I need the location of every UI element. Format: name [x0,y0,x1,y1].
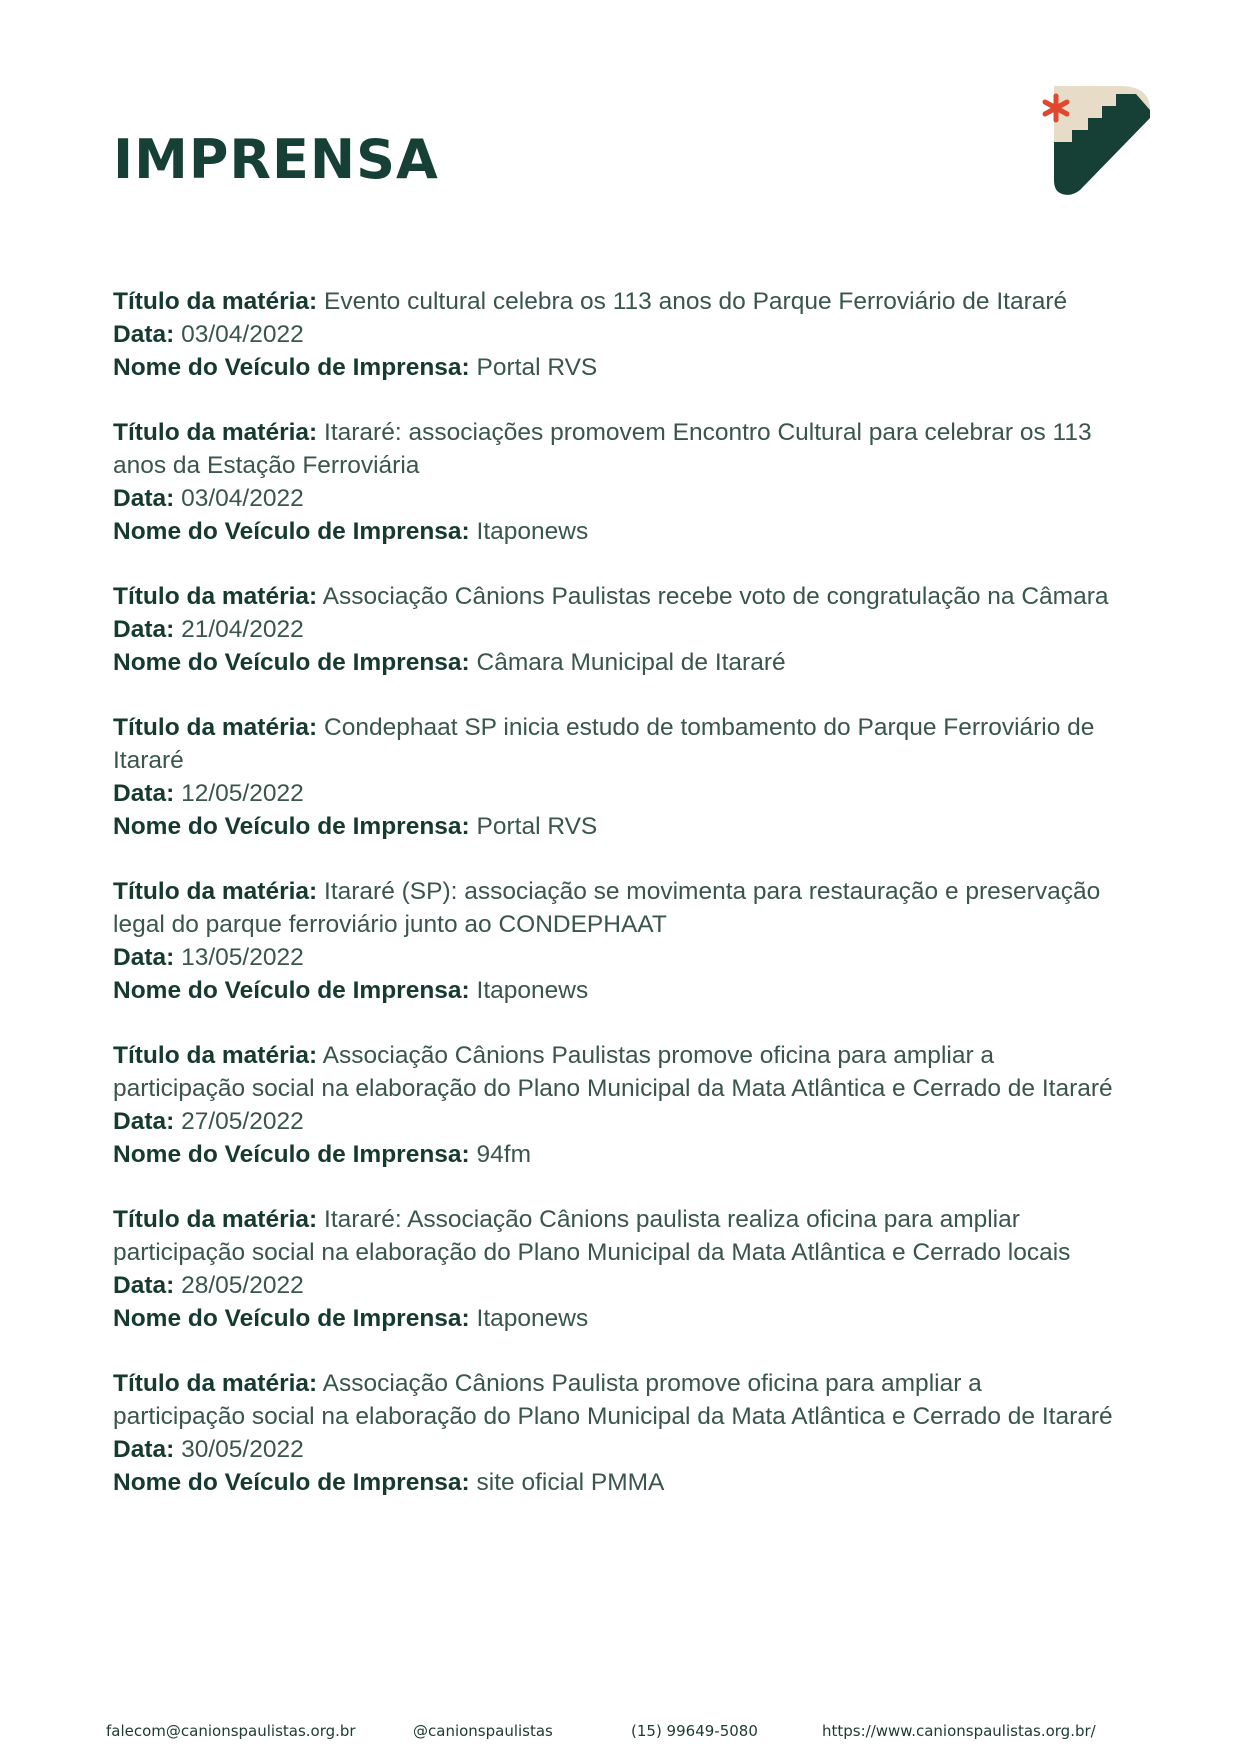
date-label: Data: [113,321,175,348]
outlet-label: Nome do Veículo de Imprensa: [113,354,470,381]
article-date: 27/05/2022 [181,1108,304,1135]
outlet-name: Portal RVS [476,354,598,381]
outlet-label: Nome do Veículo de Imprensa: [113,1141,470,1168]
date-label: Data: [113,616,175,643]
outlet-label: Nome do Veículo de Imprensa: [113,518,470,545]
page-title: IMPRENSA [113,128,439,191]
date-label: Data: [113,944,175,971]
outlet-name: 94fm [476,1141,531,1168]
footer-email[interactable]: falecom@canionspaulistas.org.br [106,1722,356,1740]
press-entry [113,1203,1113,1335]
press-entry [113,416,1113,548]
canions-paulistas-logo-icon [1040,80,1165,200]
press-list [113,285,1113,1531]
article-title: Associação Cânions Paulista promove oficina para ampliar a participação social na elaboração do Plano Municipal da Mata Atlântica e Cerrado de Itararé [113,1370,1113,1430]
article-title: Itararé: associações promovem Encontro Cultural para celebrar os 113 anos da Estação Ferroviária [113,419,1092,479]
article-date: 21/04/2022 [181,616,304,643]
press-entry [113,580,1113,679]
press-entry [113,1367,1113,1499]
article-date: 03/04/2022 [181,321,304,348]
outlet-label: Nome do Veículo de Imprensa: [113,649,470,676]
article-title: Condephaat SP inicia estudo de tombamento do Parque Ferroviário de Itararé [113,714,1095,774]
footer-phone: (15) 99649-5080 [631,1722,758,1740]
outlet-name: Itaponews [476,977,589,1004]
outlet-name: site oficial PMMA [476,1469,665,1496]
article-title: Associação Cânions Paulistas recebe voto de congratulação na Câmara [322,583,1109,610]
footer-social-handle[interactable]: @canionspaulistas [413,1722,553,1740]
title-label: Título da matéria: [113,1206,318,1233]
press-entry [113,711,1113,843]
page-footer [0,1722,1240,1746]
article-date: 12/05/2022 [181,780,304,807]
outlet-name: Itaponews [476,1305,589,1332]
date-label: Data: [113,1272,175,1299]
date-label: Data: [113,780,175,807]
title-label: Título da matéria: [113,714,318,741]
article-title: Evento cultural celebra os 113 anos do Parque Ferroviário de Itararé [324,288,1068,315]
article-date: 28/05/2022 [181,1272,304,1299]
title-label: Título da matéria: [113,583,318,610]
footer-website-link[interactable]: https://www.canionspaulistas.org.br/ [822,1722,1096,1740]
date-label: Data: [113,1436,175,1463]
outlet-label: Nome do Veículo de Imprensa: [113,813,470,840]
outlet-label: Nome do Veículo de Imprensa: [113,1469,470,1496]
press-entry [113,1039,1113,1171]
outlet-label: Nome do Veículo de Imprensa: [113,1305,470,1332]
article-date: 13/05/2022 [181,944,304,971]
outlet-label: Nome do Veículo de Imprensa: [113,977,470,1004]
article-title: Itararé: Associação Cânions paulista realiza oficina para ampliar participação social na elaboração do Plano Municipal da Mata Atlântica e Cerrado locais [113,1206,1071,1266]
outlet-name: Portal RVS [476,813,598,840]
article-date: 30/05/2022 [181,1436,304,1463]
title-label: Título da matéria: [113,878,318,905]
date-label: Data: [113,485,175,512]
press-entry [113,875,1113,1007]
outlet-name: Itaponews [476,518,589,545]
title-label: Título da matéria: [113,288,318,315]
title-label: Título da matéria: [113,1370,318,1397]
date-label: Data: [113,1108,175,1135]
press-entry [113,285,1113,384]
article-date: 03/04/2022 [181,485,304,512]
title-label: Título da matéria: [113,1042,318,1069]
title-label: Título da matéria: [113,419,318,446]
article-title: Itararé (SP): associação se movimenta para restauração e preservação legal do parque ferroviário junto ao CONDEPHAAT [113,878,1101,938]
outlet-name: Câmara Municipal de Itararé [476,649,786,676]
article-title: Associação Cânions Paulistas promove oficina para ampliar a participação social na elaboração do Plano Municipal da Mata Atlântica e Cerrado de Itararé [113,1042,1113,1102]
